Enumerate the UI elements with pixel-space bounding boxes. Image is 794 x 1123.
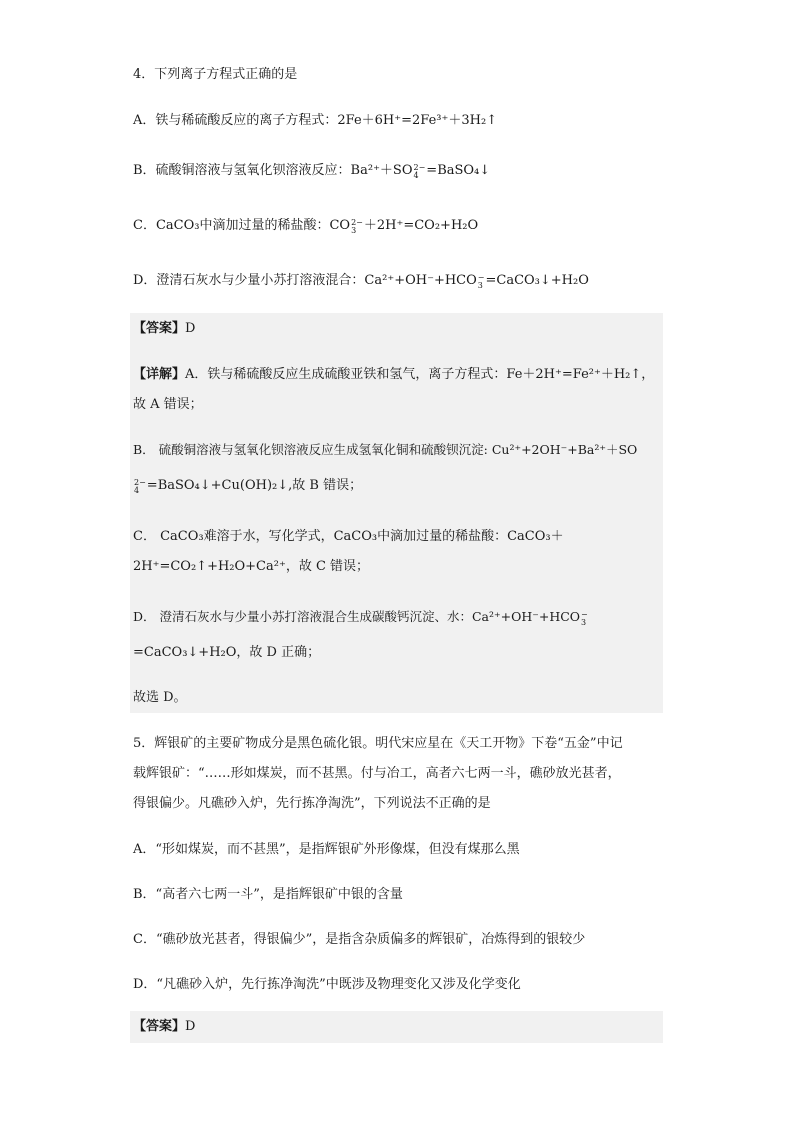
q5-stem-line1: 5．辉银矿的主要矿物成分是黑色硫化银。明代宋应星在《天工开物》下卷“五金”中记 bbox=[133, 736, 623, 751]
q4-option-d: D．澄清石灰水与少量小苏打溶液混合：Ca²⁺+OH⁻+HCO − 3 =CaCO₃↓+H₂O bbox=[133, 273, 589, 290]
q4-option-a: A．铁与稀硫酸反应的离子方程式：2Fe＋6H⁺=2Fe³⁺＋3H₂↑ bbox=[133, 113, 498, 128]
q5-option-d: D．“凡礁砂入炉，先行拣净淘洗”中既涉及物理变化又涉及化学变化 bbox=[133, 977, 521, 992]
q4-answer: 【答案】D bbox=[133, 321, 196, 336]
bicarbonate-charge-stack-2: − 3 bbox=[581, 610, 588, 627]
q4-detail-line3: B． 硫酸铜溶液与氢氧化钡溶液反应生成氢氧化铜和硫酸钡沉淀: Cu²⁺+2OH⁻+Ba²⁺＋SO bbox=[133, 442, 638, 457]
q4-detail-line4: 2− 4 =BaSO₄↓+Cu(OH)₂↓,故 B 错误； bbox=[134, 478, 363, 495]
q4-detail-line2: 故 A 错误； bbox=[133, 397, 203, 412]
sulfate-charge-stack: 2− 4 bbox=[413, 163, 426, 180]
carbonate-charge-stack: 2− 3 bbox=[351, 218, 363, 235]
q5-option-c: C．“礁砂放光甚者，得银偏少”，是指含杂质偏多的辉银矿，冶炼得到的银较少 bbox=[133, 932, 586, 947]
q4-detail-line5: C． CaCO₃难溶于水，写化学式，CaCO₃中滴加过量的稀盐酸：CaCO₃＋ bbox=[133, 529, 564, 544]
q4-detail-line8: =CaCO₃↓+H₂O，故 D 正确； bbox=[133, 645, 321, 660]
q5-option-b: B．“高者六七两一斗”，是指辉银矿中银的含量 bbox=[133, 887, 403, 902]
q4-detail-line7: D． 澄清石灰水与少量小苏打溶液混合生成碳酸钙沉淀、水：Ca²⁺+OH⁻+HCO − 3 bbox=[133, 609, 588, 627]
q4-stem: 4．下列离子方程式正确的是 bbox=[133, 67, 298, 82]
q4-detail-line9: 故选 D。 bbox=[133, 690, 187, 705]
q5-option-a: A．“形如煤炭，而不甚黑”，是指辉银矿外形像煤，但没有煤那么黑 bbox=[133, 842, 520, 857]
q5-stem-line3: 得银偏少。凡礁砂入炉，先行拣净淘洗”，下列说法不正确的是 bbox=[133, 796, 491, 811]
q4-option-b: B．硫酸铜溶液与氢氧化钡溶液反应：Ba²⁺＋SO 2− 4 =BaSO₄↓ bbox=[133, 163, 491, 180]
q4-detail-line6: 2H⁺=CO₂↑+H₂O+Ca²⁺，故 C 错误； bbox=[133, 559, 370, 574]
q4-option-c: C．CaCO₃中滴加过量的稀盐酸：CO 2− 3 ＋2H⁺=CO₂+H₂O bbox=[133, 218, 479, 235]
q5-answer: 【答案】D bbox=[133, 1019, 196, 1034]
bicarbonate-charge-stack: − 3 bbox=[477, 273, 485, 290]
sulfate-charge-stack-2: 2− 4 bbox=[134, 478, 146, 495]
q5-stem-line2: 载辉银矿：“……形如煤炭，而不甚黑。付与冶工，高者六七两一斗，礁砂放光甚者， bbox=[133, 766, 621, 781]
q4-detail-line1: 【详解】A．铁与稀硫酸反应生成硫酸亚铁和氢气，离子方程式：Fe＋2H⁺=Fe²⁺＋H₂↑， bbox=[133, 367, 655, 382]
